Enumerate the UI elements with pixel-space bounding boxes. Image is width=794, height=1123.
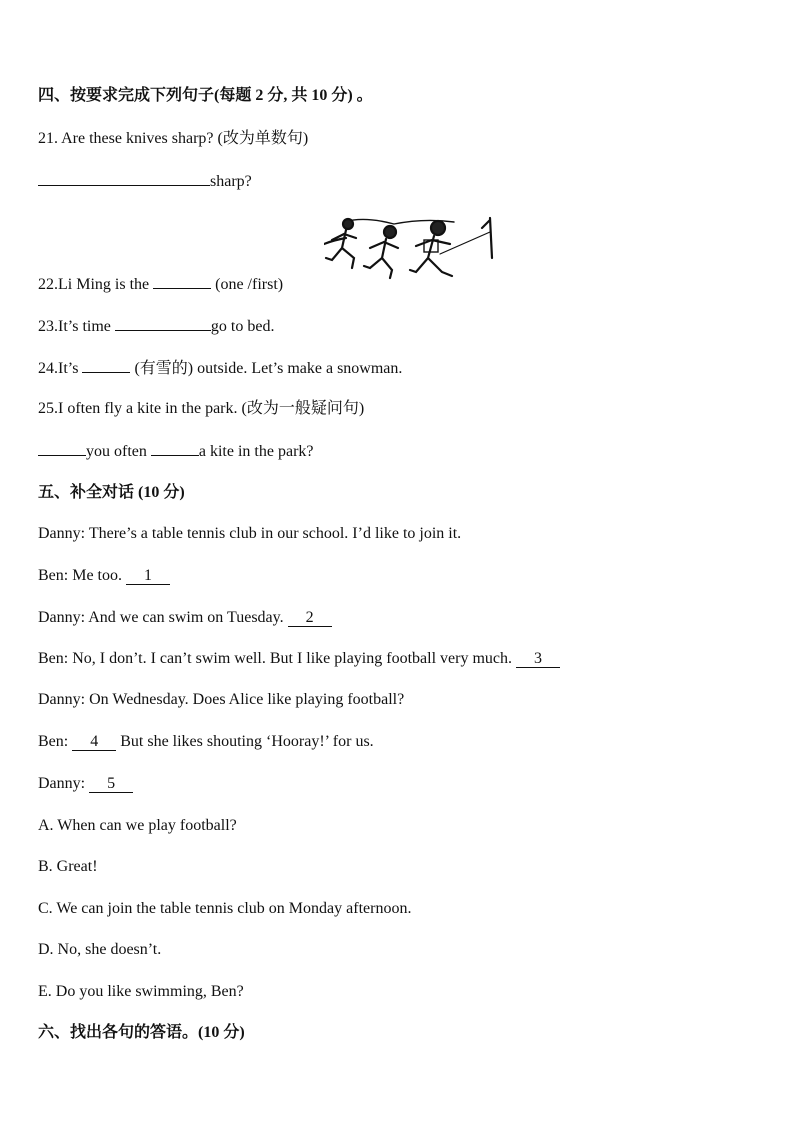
dialogue-line-7: Danny: 5 — [38, 774, 133, 794]
option-b: B. Great! — [38, 858, 98, 875]
answer-blank[interactable] — [115, 316, 211, 331]
running-race-illustration — [324, 214, 502, 288]
option-c: C. We can join the table tennis club on Monday afternoon. — [38, 900, 412, 917]
runner-2-body — [364, 239, 398, 278]
runner-3-head — [431, 221, 445, 235]
answer-blank[interactable] — [82, 358, 130, 373]
dialogue-line-2: Ben: Me too. 1 — [38, 566, 170, 586]
runner-1-body — [326, 230, 356, 268]
runner-1-head — [343, 219, 353, 229]
option-e: E. Do you like swimming, Ben? — [38, 983, 244, 1000]
dialogue-line-1: Danny: There’s a table tennis club in our school. I’d like to join it. — [38, 525, 462, 542]
answer-blank-1[interactable]: 1 — [126, 567, 170, 585]
question-22: 22.Li Ming is the (one /first) — [38, 276, 284, 293]
answer-blank[interactable] — [153, 274, 211, 289]
question-21-answer: sharp? — [38, 171, 252, 192]
dialogue-line-6: Ben: 4 But she likes shouting ‘Hooray!’ for us. — [38, 733, 374, 750]
section6-heading: 六、找出各句的答语。(10 分) — [38, 1024, 245, 1041]
answer-blank-3[interactable]: 3 — [516, 650, 560, 668]
answer-blank-2[interactable]: 2 — [288, 609, 332, 627]
option-a: A. When can we play football? — [38, 817, 237, 834]
dialogue-line-5: Danny: On Wednesday. Does Alice like playing football? — [38, 691, 405, 708]
question-25: 25.I often fly a kite in the park. (改为一般疑问句) — [38, 400, 365, 417]
answer-blank-4[interactable]: 4 — [72, 733, 116, 751]
dialogue-line-3: Danny: And we can swim on Tuesday. 2 — [38, 608, 332, 628]
option-d: D. No, she doesn’t. — [38, 941, 162, 958]
finish-flag — [482, 218, 492, 258]
answer-blank-5[interactable]: 5 — [89, 775, 133, 793]
question-23: 23.It’s time go to bed. — [38, 318, 275, 335]
answer-blank[interactable] — [38, 441, 86, 456]
dialogue-line-4: Ben: No, I don’t. I can’t swim well. But I like playing football very much. 3 — [38, 649, 560, 669]
runner-3-body — [410, 236, 452, 276]
question-25-answer: you often a kite in the park? — [38, 441, 314, 462]
question-24: 24.It’s (有雪的) outside. Let’s make a snowman. — [38, 360, 403, 377]
question-21: 21. Are these knives sharp? (改为单数句) — [38, 130, 309, 147]
answer-blank[interactable] — [38, 171, 210, 186]
section5-heading: 五、补全对话 (10 分) — [38, 484, 185, 501]
answer-blank[interactable] — [151, 441, 199, 456]
section4-heading: 四、按要求完成下列句子(每题 2 分, 共 10 分) 。 — [38, 87, 373, 104]
runner-2-head — [384, 226, 396, 238]
